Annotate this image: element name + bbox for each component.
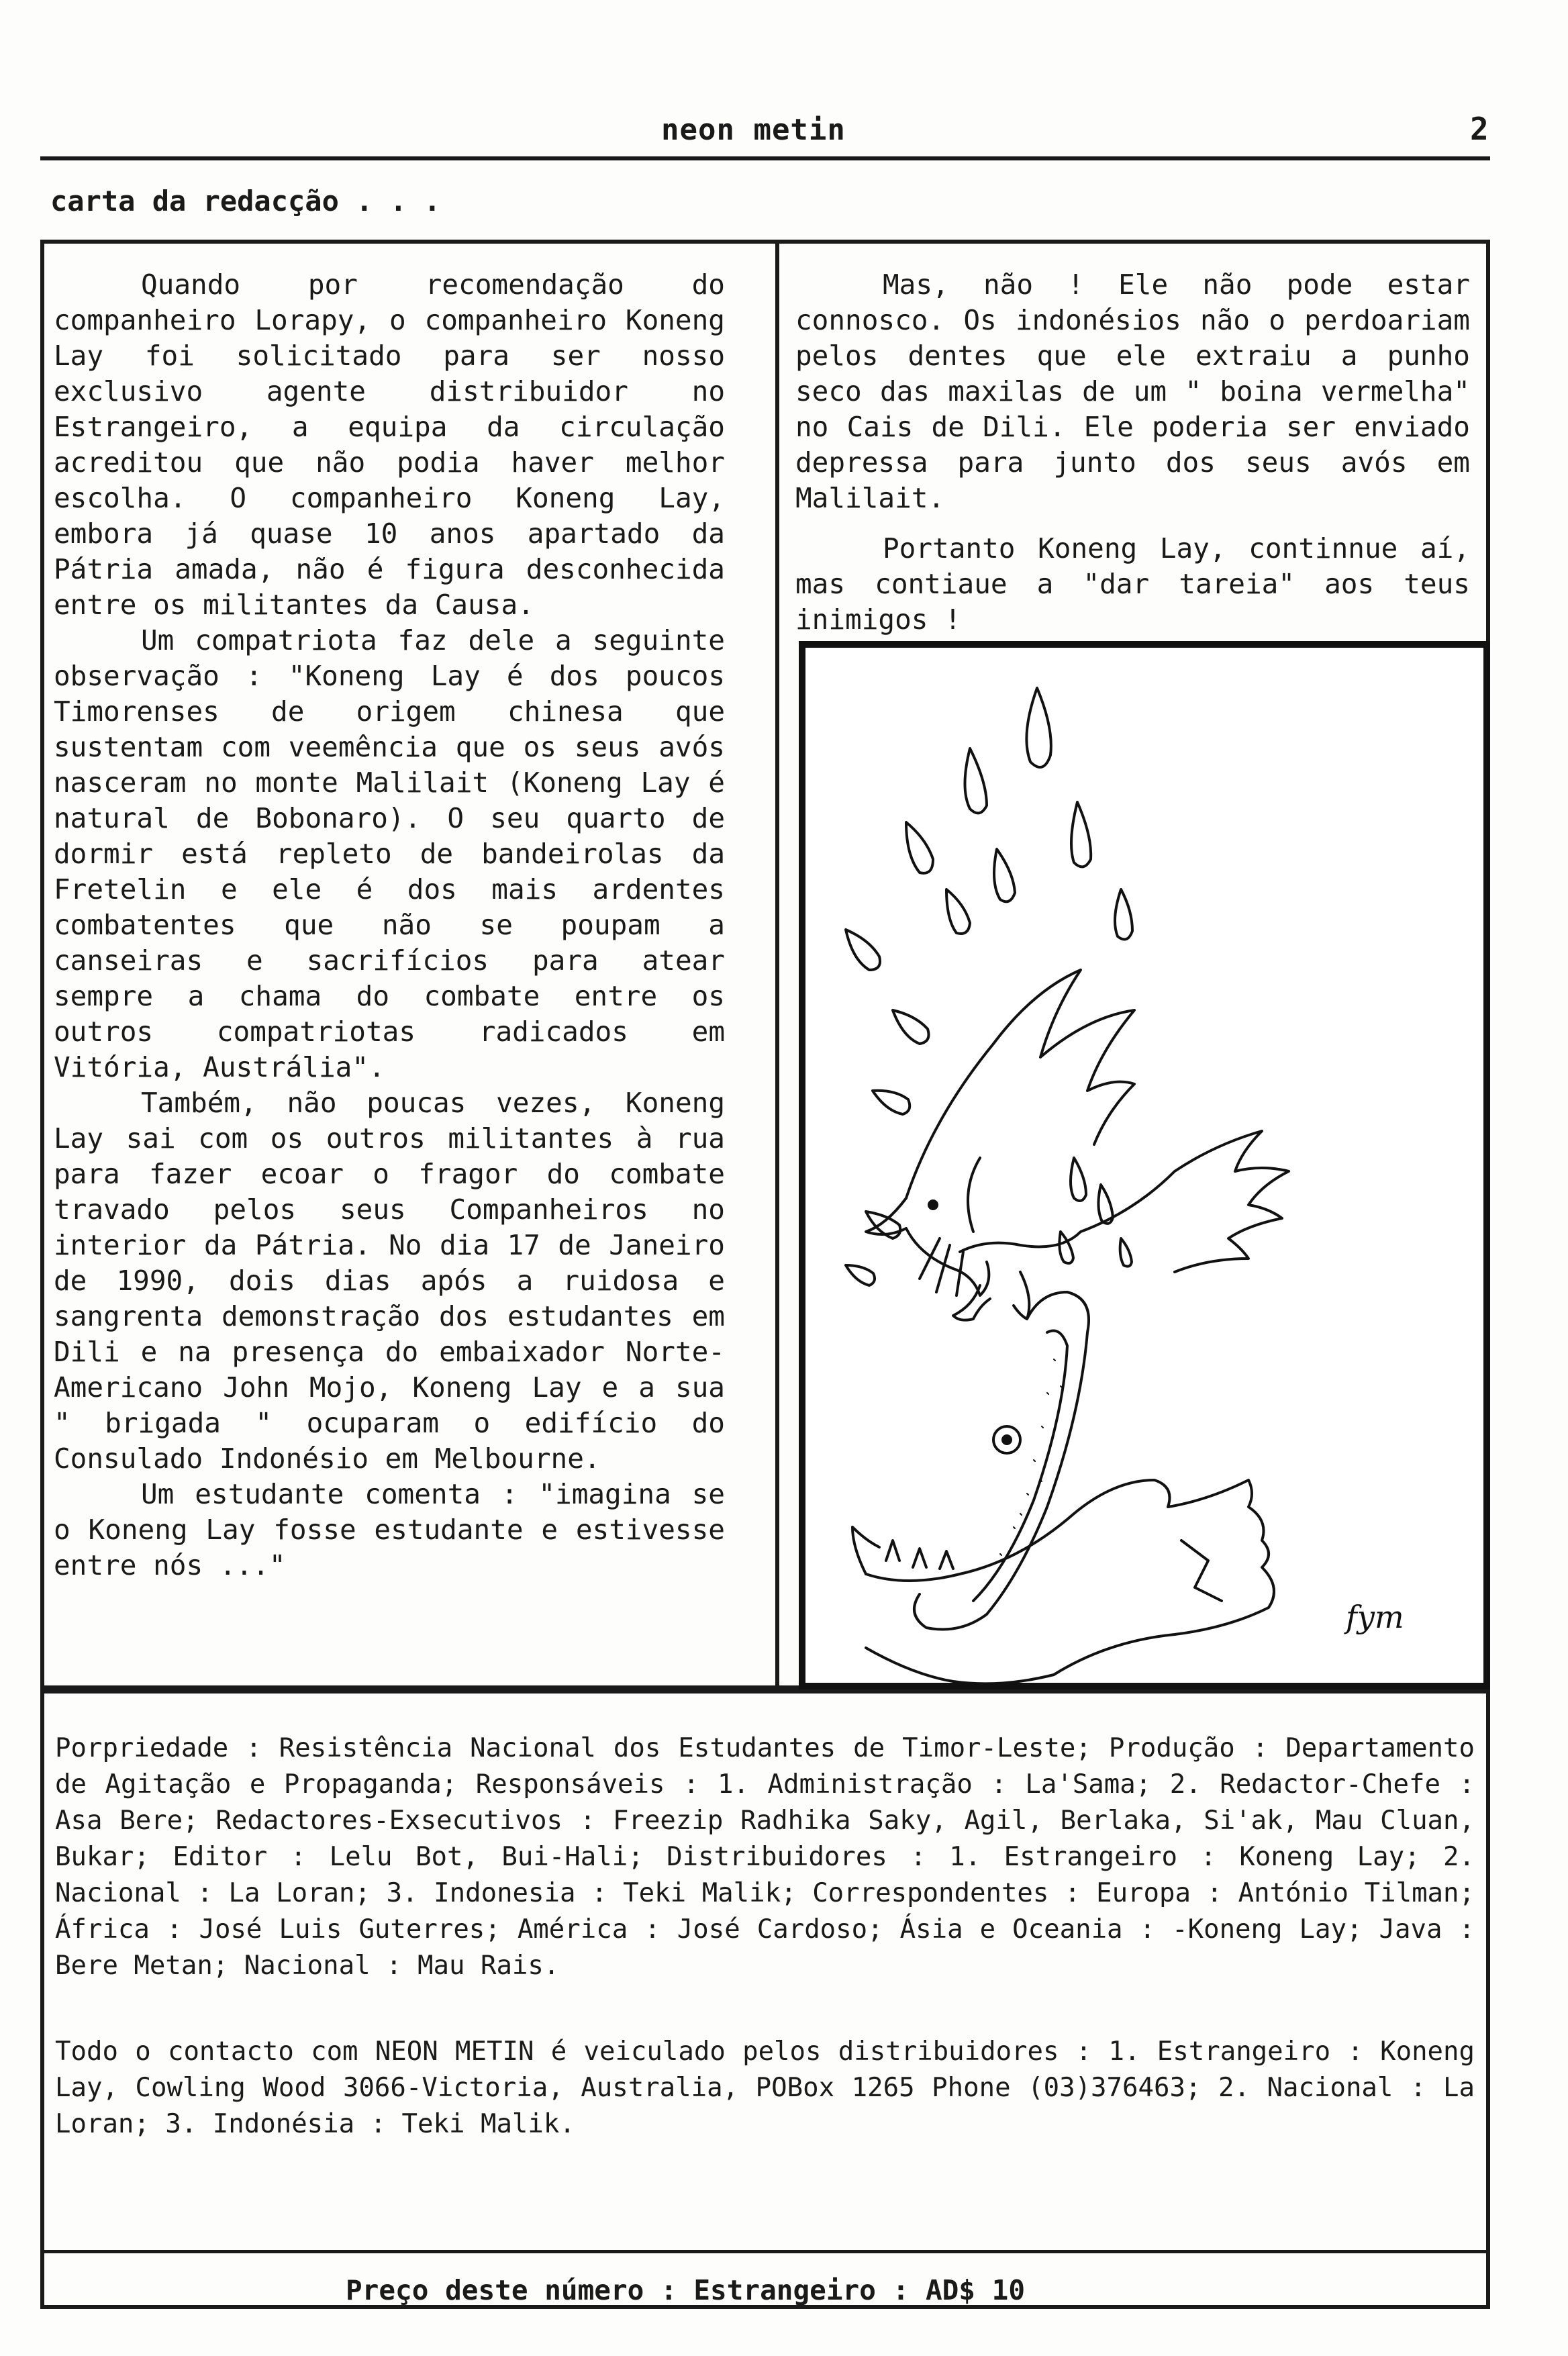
eagle-icon: [866, 970, 1289, 1320]
left-paragraph-2: Um compatriota faz dele a seguinte observação : "Koneng Lay é dos poucos Timorenses de origem chinesa que sustentam com veemência que os seus avós nasceram no monte Malilait (Koneng Lay é natural de Bobonaro). O seu quarto de dormir está repleto de bandeirolas da Fretelin e ele é dos mais ardentes combatentes que não se poupam a canseiras e sacrifícios para atear sempre a chama do combate entre os outros compatriotas radicados em Vitória, Austrália".: [54, 624, 725, 1083]
left-paragraph-3: Também, não poucas vezes, Koneng Lay sai com os outros militantes à rua para fazer ecoar o fragor do combate travado pelos seus Companheiros no interior da Pátria. No dia 17 de Janeiro de 1990, dois dias após a ruidosa e sangrenta demonstração dos estudantes em Dili e na presença do embaixador Norte-Americano John Mojo, Koneng Lay e a sua " brigada " ocuparam o edifício do Consulado Indonésio em Melbourne.: [54, 1087, 725, 1475]
newsletter-title: neon metin: [661, 113, 846, 147]
right-paragraph-1: Mas, não ! Ele não pode estar connosco. Os indonésios não o perdoariam pelos dentes que ele extraiu a punho seco das maxilas de um " boina vermelha" no Cais de Dili. Ele poderia ser enviado depressa para junto dos seus avós em Malilait.: [795, 268, 1470, 514]
column-divider: [775, 240, 779, 1689]
crocodile-icon: [852, 1292, 1274, 1683]
contact-text: Todo o contacto com NEON METIN é veiculado pelos distribuidores : 1. Estrangeiro : Koneng Lay, Cowling Wood 3066-Victoria, Australia, POBox 1265 Phone (03)376463; 2. Nacional : La Loran; 3. Indonésia : Teki Malik.: [55, 2036, 1475, 2139]
cartoon-illustration: [799, 641, 1490, 1689]
section-title: carta da redacção . . .: [50, 185, 441, 217]
drops-icon: [846, 688, 1132, 1285]
left-paragraph-1: Quando por recomendação do companheiro Lorapy, o companheiro Koneng Lay foi solicitado para ser nosso exclusivo agente distribuidor no Estrangeiro, a equipa da circulação acreditou que não podia haver melhor escolha. O companheiro Koneng Lay, embora já quase 10 anos apartado da Pátria amada, não é figura desconhecida entre os militantes da Causa.: [54, 268, 725, 621]
artist-signature: fym: [1346, 1599, 1404, 1635]
right-column: [795, 267, 1470, 638]
header-rule: [40, 156, 1490, 160]
price-rule: [40, 2250, 1490, 2253]
price-line: Preço deste número : Estrangeiro : AD$ 10: [346, 2274, 1026, 2306]
left-paragraph-4: Um estudante comenta : "imagina se o Koneng Lay fosse estudante e estivesse entre nós ...": [54, 1478, 725, 1581]
page-number: 2: [1470, 111, 1489, 147]
left-column: [54, 267, 725, 1583]
credits-text: Porpriedade : Resistência Nacional dos Estudantes de Timor-Leste; Produção : Departamento de Agitação e Propaganda; Responsáveis : 1. Administração : La'Sama; 2. Redactor-Chefe : Asa Bere; Redactores-Exsecutivos : Freezip Radhika Saky, Agil, Berlaka, Si'ak, Mau Cluan, Bukar; Editor : Lelu Bot, Bui-Hali; Distribuidores : 1. Estrangeiro : Koneng Lay; 2. Nacional : La Loran; 3. Indonesia : Teki Malik; Correspondentes : Europa : António Tilman; África : José Luis Guterres; América : José Cardoso; Ásia e Oceania : -Koneng Lay; Java : Bere Metan; Nacional : Mau Rais.: [55, 1733, 1475, 1981]
right-paragraph-2: Portanto Koneng Lay, continnue aí, mas contiaue a "dar tareia" aos teus inimigos !: [795, 532, 1470, 636]
